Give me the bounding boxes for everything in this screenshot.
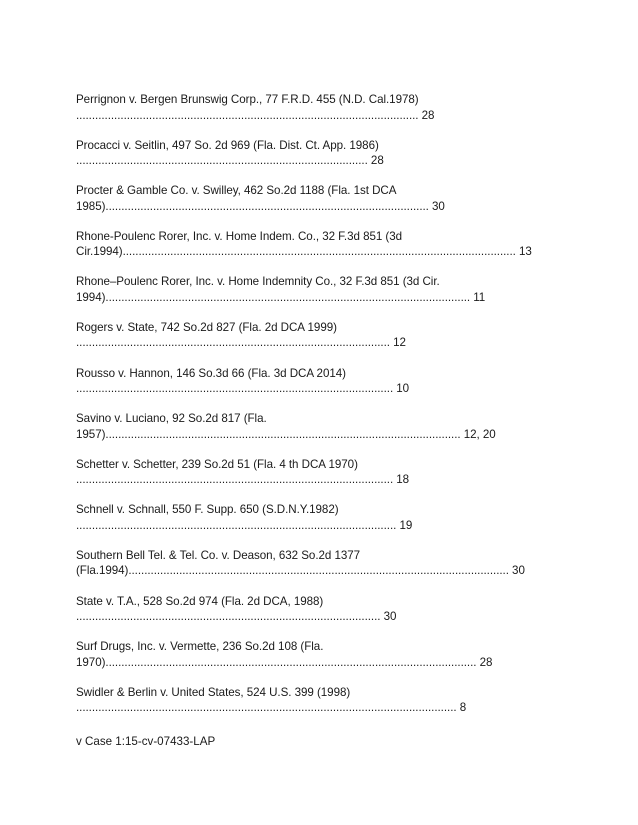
citation-entry [76,183,546,229]
citation-leader-page-ref: ............................................................................................ 28 [76,154,384,168]
citation-text: Procacci v. Seitlin, 497 So. 2d 969 (Fla. Dist. Ct. App. 1986) [76,138,379,152]
citation-entry [76,685,546,731]
citation-text: Schetter v. Schetter, 239 So.2d 51 (Fla. 4 th DCA 1970) [76,457,358,471]
citation-leader-page-ref: (Fla.1994)........................................................................................................................ 30 [76,564,525,578]
citation-entry [76,639,546,685]
table-of-authorities-list [76,92,546,730]
citation-text: State v. T.A., 528 So.2d 974 (Fla. 2d DCA, 1988) [76,594,324,608]
citation-text: Rhone–Poulenc Rorer, Inc. v. Home Indemnity Co., 32 F.3d 851 (3d Cir. [76,275,440,289]
citation-entry [76,92,546,138]
citation-leader-page-ref: 1985)...................................................................................................... 30 [76,199,445,213]
citation-leader-page-ref: ..................................................................................................... 19 [76,518,413,532]
citation-text: Rhone-Poulenc Rorer, Inc. v. Home Indem. Co., 32 F.3d 851 (3d [76,229,403,243]
citation-entry [76,229,546,275]
citation-entry [76,457,546,503]
citation-leader-page-ref: .................................................................................................... 10 [76,382,410,396]
citation-text: Southern Bell Tel. & Tel. Co. v. Deason, 632 So.2d 1377 [76,548,361,562]
citation-leader-page-ref: ................................................................................................ 30 [76,610,397,624]
citation-text: Savino v. Luciano, 92 So.2d 817 (Fla. [76,412,267,426]
citation-entry [76,138,546,184]
citation-text: Rogers v. State, 742 So.2d 827 (Fla. 2d DCA 1999) [76,320,337,334]
citation-text: Rousso v. Hannon, 146 So.3d 66 (Fla. 3d DCA 2014) [76,366,346,380]
citation-text: Procter & Gamble Co. v. Swilley, 462 So.2d 1188 (Fla. 1st DCA [76,184,397,198]
citation-entry [76,548,546,594]
citation-text: Perrignon v. Bergen Brunswig Corp., 77 F.R.D. 455 (N.D. Cal.1978) [76,93,419,106]
citation-leader-page-ref: 1970)..................................................................................................................... 28 [76,655,493,669]
citation-entry [76,502,546,548]
citation-entry [76,366,546,412]
citation-entry [76,411,546,457]
citation-leader-page-ref: 1994)................................................................................................................... 11 [76,290,486,304]
citation-entry [76,594,546,640]
citation-leader-page-ref: ................................................................................................... 12 [76,336,406,350]
citation-leader-page-ref: .................................................................................................... 18 [76,473,410,487]
citation-leader-page-ref: ............................................................................................................ 28 [76,108,435,122]
citation-text: Schnell v. Schnall, 550 F. Supp. 650 (S.D.N.Y.1982) [76,503,339,517]
citation-leader-page-ref: ........................................................................................................................ 8 [76,701,467,715]
citation-leader-page-ref: Cir.1994)............................................................................................................................ 13 [76,245,532,259]
citation-text: Surf Drugs, Inc. v. Vermette, 236 So.2d 108 (Fla. [76,640,324,654]
page-footer: v Case 1:15-cv-07433-LAP [76,735,216,748]
citation-entry [76,274,546,320]
citation-leader-page-ref: 1957)................................................................................................................ 12, 20 [76,427,496,441]
citation-text: Swidler & Berlin v. United States, 524 U.S. 399 (1998) [76,685,351,699]
citation-entry [76,320,546,366]
